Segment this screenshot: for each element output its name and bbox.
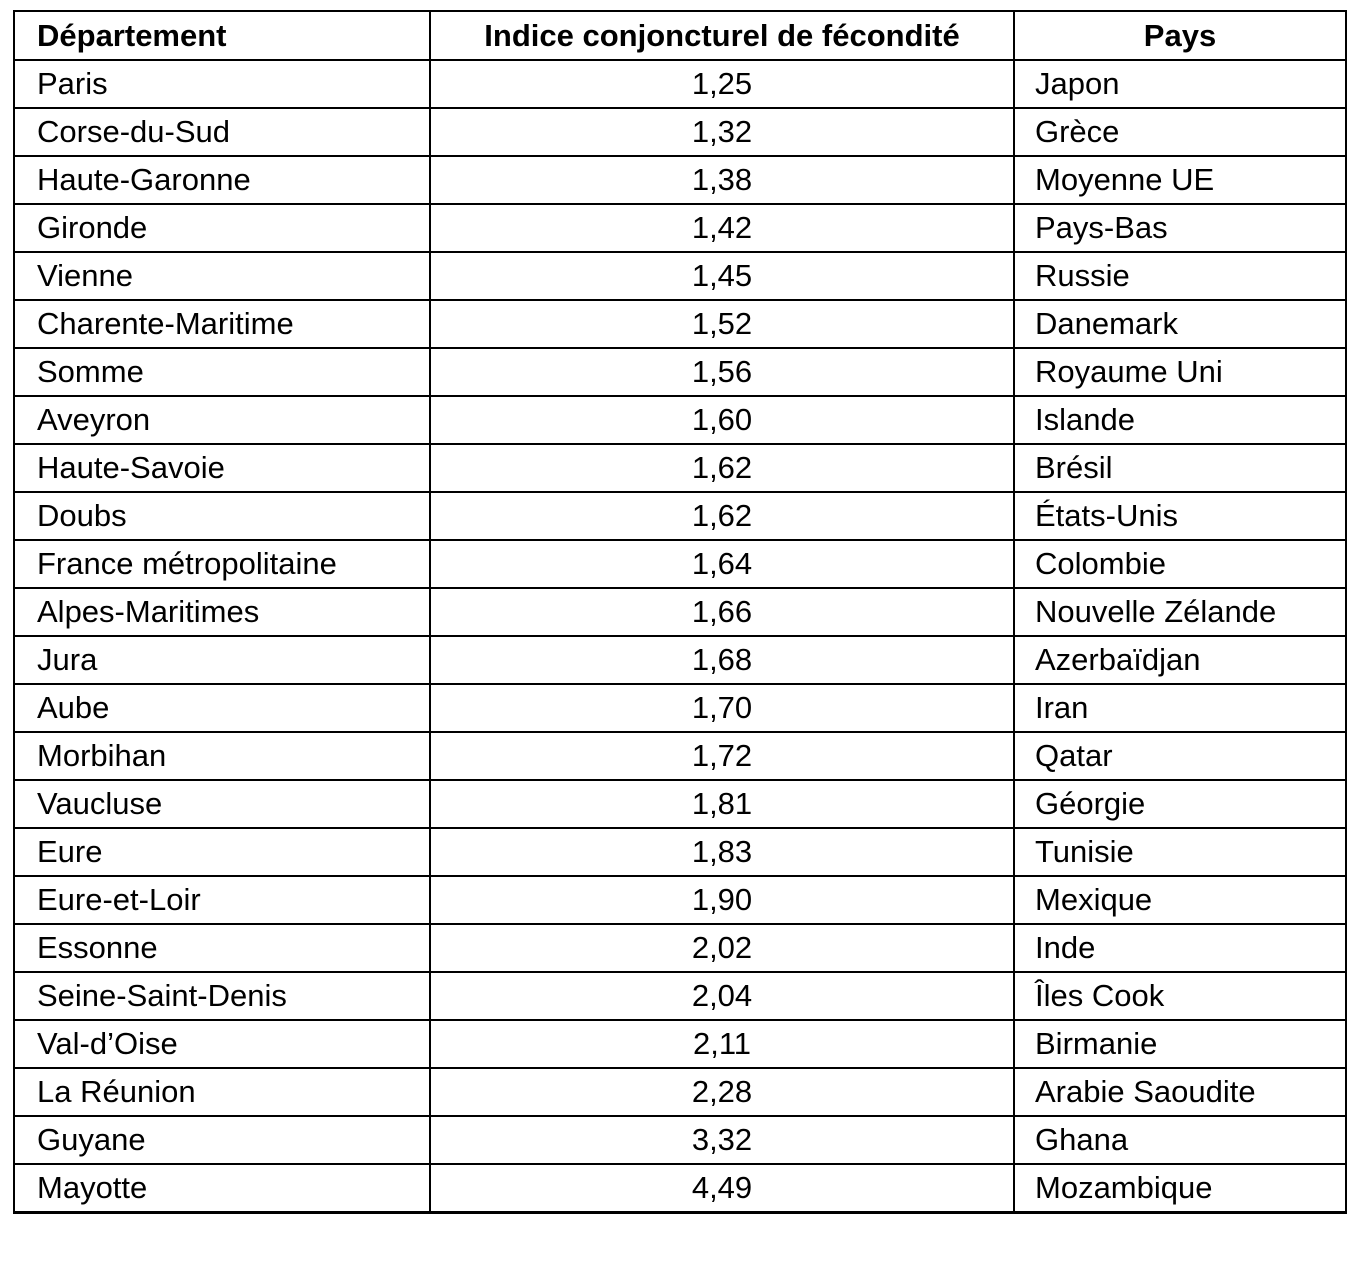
cell-pays: Inde bbox=[1014, 924, 1346, 972]
table-row bbox=[14, 444, 1346, 492]
cell-indice: 2,28 bbox=[430, 1068, 1014, 1116]
cell-departement: Vaucluse bbox=[14, 780, 430, 828]
header-departement: Département bbox=[14, 11, 430, 60]
table-body bbox=[14, 60, 1346, 1213]
cell-pays: Tunisie bbox=[1014, 828, 1346, 876]
cell-indice: 1,83 bbox=[430, 828, 1014, 876]
fertility-table bbox=[13, 10, 1347, 1214]
table-row bbox=[14, 588, 1346, 636]
header-pays: Pays bbox=[1014, 11, 1346, 60]
cell-indice: 1,70 bbox=[430, 684, 1014, 732]
cell-pays: Brésil bbox=[1014, 444, 1346, 492]
table-row bbox=[14, 684, 1346, 732]
cell-departement: Somme bbox=[14, 348, 430, 396]
table-row bbox=[14, 1164, 1346, 1213]
cell-pays: Pays-Bas bbox=[1014, 204, 1346, 252]
table-row bbox=[14, 60, 1346, 108]
cell-departement: Paris bbox=[14, 60, 430, 108]
cell-indice: 2,04 bbox=[430, 972, 1014, 1020]
cell-pays: Îles Cook bbox=[1014, 972, 1346, 1020]
cell-indice: 3,32 bbox=[430, 1116, 1014, 1164]
table-row bbox=[14, 636, 1346, 684]
cell-pays: Ghana bbox=[1014, 1116, 1346, 1164]
cell-pays: Russie bbox=[1014, 252, 1346, 300]
cell-departement: Aveyron bbox=[14, 396, 430, 444]
cell-pays: États-Unis bbox=[1014, 492, 1346, 540]
cell-indice: 1,32 bbox=[430, 108, 1014, 156]
table-header bbox=[14, 11, 1346, 60]
cell-pays: Arabie Saoudite bbox=[1014, 1068, 1346, 1116]
cell-pays: Royaume Uni bbox=[1014, 348, 1346, 396]
cell-departement: Charente-Maritime bbox=[14, 300, 430, 348]
cell-departement: Gironde bbox=[14, 204, 430, 252]
cell-indice: 1,62 bbox=[430, 444, 1014, 492]
table-row bbox=[14, 396, 1346, 444]
cell-indice: 1,60 bbox=[430, 396, 1014, 444]
cell-departement: Corse-du-Sud bbox=[14, 108, 430, 156]
table-row bbox=[14, 972, 1346, 1020]
cell-departement: Mayotte bbox=[14, 1164, 430, 1213]
cell-indice: 1,45 bbox=[430, 252, 1014, 300]
table-row bbox=[14, 300, 1346, 348]
table-row bbox=[14, 1020, 1346, 1068]
cell-indice: 1,38 bbox=[430, 156, 1014, 204]
table-row bbox=[14, 108, 1346, 156]
cell-pays: Grèce bbox=[1014, 108, 1346, 156]
table-row bbox=[14, 876, 1346, 924]
cell-indice: 1,25 bbox=[430, 60, 1014, 108]
cell-departement: Vienne bbox=[14, 252, 430, 300]
table-row bbox=[14, 204, 1346, 252]
cell-departement: Essonne bbox=[14, 924, 430, 972]
header-row bbox=[14, 11, 1346, 60]
table-row bbox=[14, 348, 1346, 396]
cell-departement: Alpes-Maritimes bbox=[14, 588, 430, 636]
cell-pays: Azerbaïdjan bbox=[1014, 636, 1346, 684]
cell-departement: Seine-Saint-Denis bbox=[14, 972, 430, 1020]
header-indice: Indice conjoncturel de fécondité bbox=[430, 11, 1014, 60]
cell-pays: Géorgie bbox=[1014, 780, 1346, 828]
table-row bbox=[14, 828, 1346, 876]
cell-indice: 1,64 bbox=[430, 540, 1014, 588]
cell-indice: 1,62 bbox=[430, 492, 1014, 540]
cell-departement: Jura bbox=[14, 636, 430, 684]
cell-departement: Morbihan bbox=[14, 732, 430, 780]
cell-indice: 1,81 bbox=[430, 780, 1014, 828]
cell-indice: 4,49 bbox=[430, 1164, 1014, 1213]
cell-indice: 1,52 bbox=[430, 300, 1014, 348]
cell-departement: Val-d’Oise bbox=[14, 1020, 430, 1068]
cell-pays: Mexique bbox=[1014, 876, 1346, 924]
table-row bbox=[14, 492, 1346, 540]
cell-departement: Doubs bbox=[14, 492, 430, 540]
table-row bbox=[14, 924, 1346, 972]
table-row bbox=[14, 732, 1346, 780]
cell-indice: 1,90 bbox=[430, 876, 1014, 924]
cell-pays: Iran bbox=[1014, 684, 1346, 732]
cell-pays: Birmanie bbox=[1014, 1020, 1346, 1068]
table-row bbox=[14, 540, 1346, 588]
cell-departement: Aube bbox=[14, 684, 430, 732]
cell-indice: 1,72 bbox=[430, 732, 1014, 780]
cell-pays: Colombie bbox=[1014, 540, 1346, 588]
cell-indice: 1,66 bbox=[430, 588, 1014, 636]
cell-indice: 2,02 bbox=[430, 924, 1014, 972]
cell-pays: Danemark bbox=[1014, 300, 1346, 348]
cell-departement: Guyane bbox=[14, 1116, 430, 1164]
table-row bbox=[14, 156, 1346, 204]
table-row bbox=[14, 252, 1346, 300]
table-row bbox=[14, 1116, 1346, 1164]
cell-indice: 1,56 bbox=[430, 348, 1014, 396]
cell-pays: Moyenne UE bbox=[1014, 156, 1346, 204]
cell-departement: Haute-Savoie bbox=[14, 444, 430, 492]
cell-pays: Islande bbox=[1014, 396, 1346, 444]
cell-departement: La Réunion bbox=[14, 1068, 430, 1116]
cell-pays: Nouvelle Zélande bbox=[1014, 588, 1346, 636]
cell-pays: Mozambique bbox=[1014, 1164, 1346, 1213]
cell-pays: Qatar bbox=[1014, 732, 1346, 780]
cell-departement: Eure bbox=[14, 828, 430, 876]
cell-indice: 2,11 bbox=[430, 1020, 1014, 1068]
table-row bbox=[14, 780, 1346, 828]
cell-departement: France métropolitaine bbox=[14, 540, 430, 588]
table-row bbox=[14, 1068, 1346, 1116]
cell-indice: 1,42 bbox=[430, 204, 1014, 252]
cell-departement: Eure-et-Loir bbox=[14, 876, 430, 924]
cell-indice: 1,68 bbox=[430, 636, 1014, 684]
cell-departement: Haute-Garonne bbox=[14, 156, 430, 204]
cell-pays: Japon bbox=[1014, 60, 1346, 108]
